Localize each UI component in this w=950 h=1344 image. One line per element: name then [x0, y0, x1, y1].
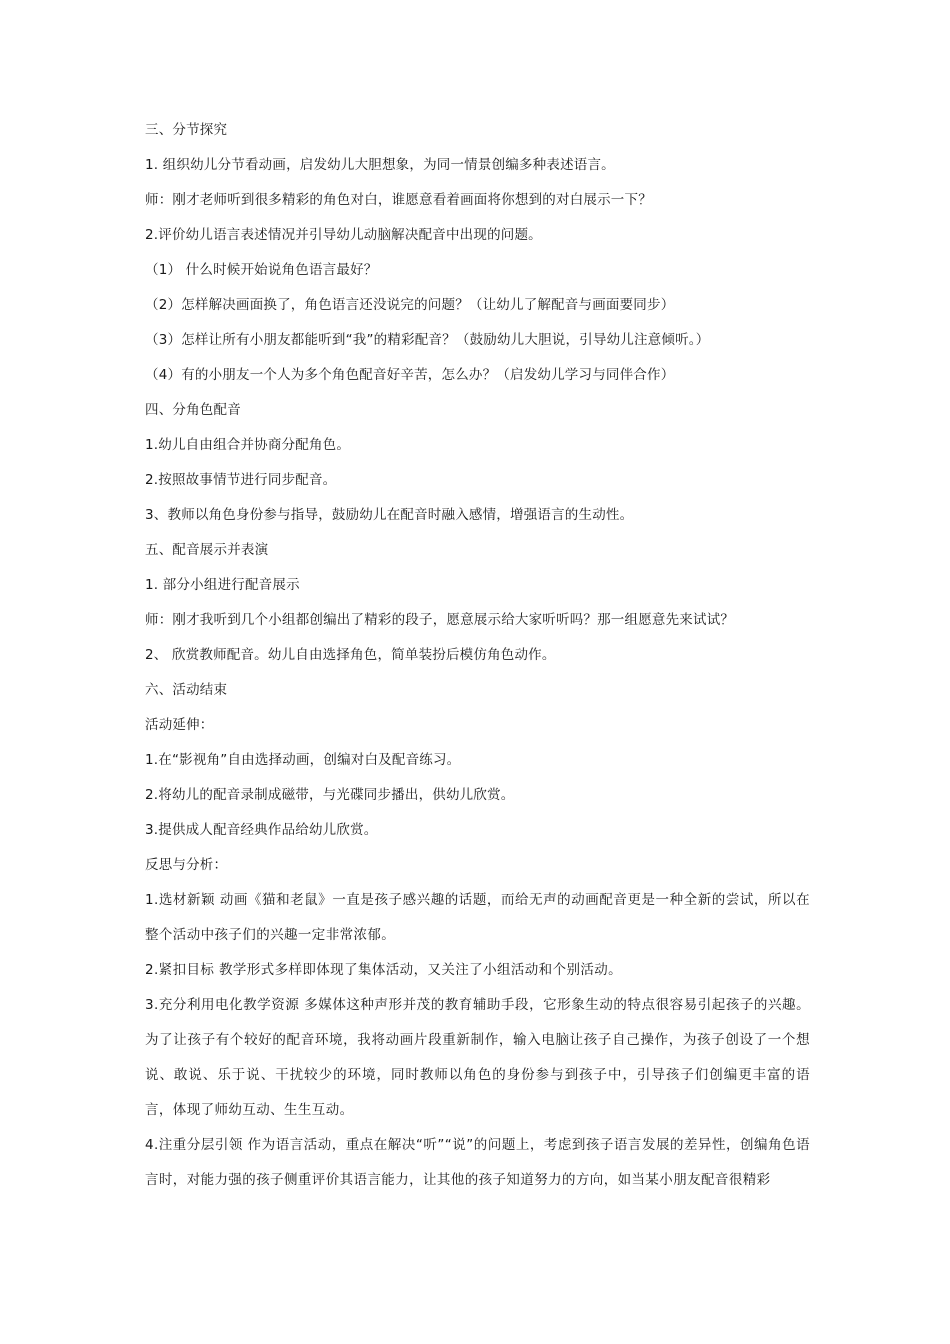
text-line: 1.在“影视角”自由选择动画，创编对白及配音练习。	[145, 752, 461, 768]
text-line: （3）怎样让所有小朋友都能听到“我”的精彩配音？（鼓励幼儿大胆说，引导幼儿注意倾听。）	[145, 332, 710, 348]
text-line: 2.评价幼儿语言表述情况并引导幼儿动脑解决配音中出现的问题。	[145, 227, 542, 243]
text-line: 3、教师以角色身份参与指导，鼓励幼儿在配音时融入感情，增强语言的生动性。	[145, 507, 634, 523]
text-line: 1. 部分小组进行配音展示	[145, 577, 300, 593]
section-heading: 四、分角色配音	[145, 402, 241, 418]
text-line: （4）有的小朋友一个人为多个角色配音好辛苦，怎么办？（启发幼儿学习与同伴合作）	[145, 367, 675, 383]
reflection-paragraph: 4.注重分层引领 作为语言活动，重点在解决“听”“说”的问题上，考虑到孩子语言发展的差异性，创编角色语言时，对能力强的孩子侧重评价其语言能力，让其他的孩子知道努力的方向，如当某小朋友配音很精彩	[145, 1137, 810, 1188]
text-line: 2.将幼儿的配音录制成磁带，与光碟同步播出，供幼儿欣赏。	[145, 787, 515, 803]
text-line: 3.提供成人配音经典作品给幼儿欣赏。	[145, 822, 378, 838]
text-line: 师：刚才老师听到很多精彩的角色对白，谁愿意看着画面将你想到的对白展示一下？	[145, 192, 652, 208]
text-line: 2、 欣赏教师配音。幼儿自由选择角色，简单装扮后模仿角色动作。	[145, 647, 556, 663]
text-line: （1） 什么时候开始说角色语言最好？	[145, 262, 378, 278]
text-line: 1.幼儿自由组合并协商分配角色。	[145, 437, 351, 453]
text-line: 2.按照故事情节进行同步配音。	[145, 472, 337, 488]
text-line: 1. 组织幼儿分节看动画，启发幼儿大胆想象，为同一情景创编多种表述语言。	[145, 157, 615, 173]
reflection-paragraph: 1.选材新颖 动画《猫和老鼠》一直是孩子感兴趣的话题，而给无声的动画配音更是一种全新的尝试，所以在整个活动中孩子们的兴趣一定非常浓郁。	[145, 892, 810, 943]
reflection-paragraph: 3.充分利用电化教学资源 多媒体这种声形并茂的教育辅助手段，它形象生动的特点很容易引起孩子的兴趣。为了让孩子有个较好的配音环境，我将动画片段重新制作，输入电脑让孩子自己操作，为孩子创设了一个想说、敢说、乐于说、干扰较少的环境，同时教师以角色的身份参与到孩子中，引导孩子们创编更丰富的语言，体现了师幼互动、生生互动。	[145, 997, 810, 1118]
text-line: （2）怎样解决画面换了，角色语言还没说完的问题？（让幼儿了解配音与画面要同步）	[145, 297, 675, 313]
section-heading: 六、活动结束	[145, 682, 228, 698]
section-heading: 三、分节探究	[145, 122, 228, 138]
document-body	[145, 122, 810, 1198]
section-heading: 五、配音展示并表演	[145, 542, 269, 558]
text-line: 活动延伸：	[145, 717, 214, 733]
reflection-paragraph: 2.紧扣目标 教学形式多样即体现了集体活动，又关注了小组活动和个别活动。	[145, 962, 623, 978]
text-line: 师：刚才我听到几个小组都创编出了精彩的段子，愿意展示给大家听听吗？那一组愿意先来试试？	[145, 612, 735, 628]
text-line: 反思与分析：	[145, 857, 228, 873]
